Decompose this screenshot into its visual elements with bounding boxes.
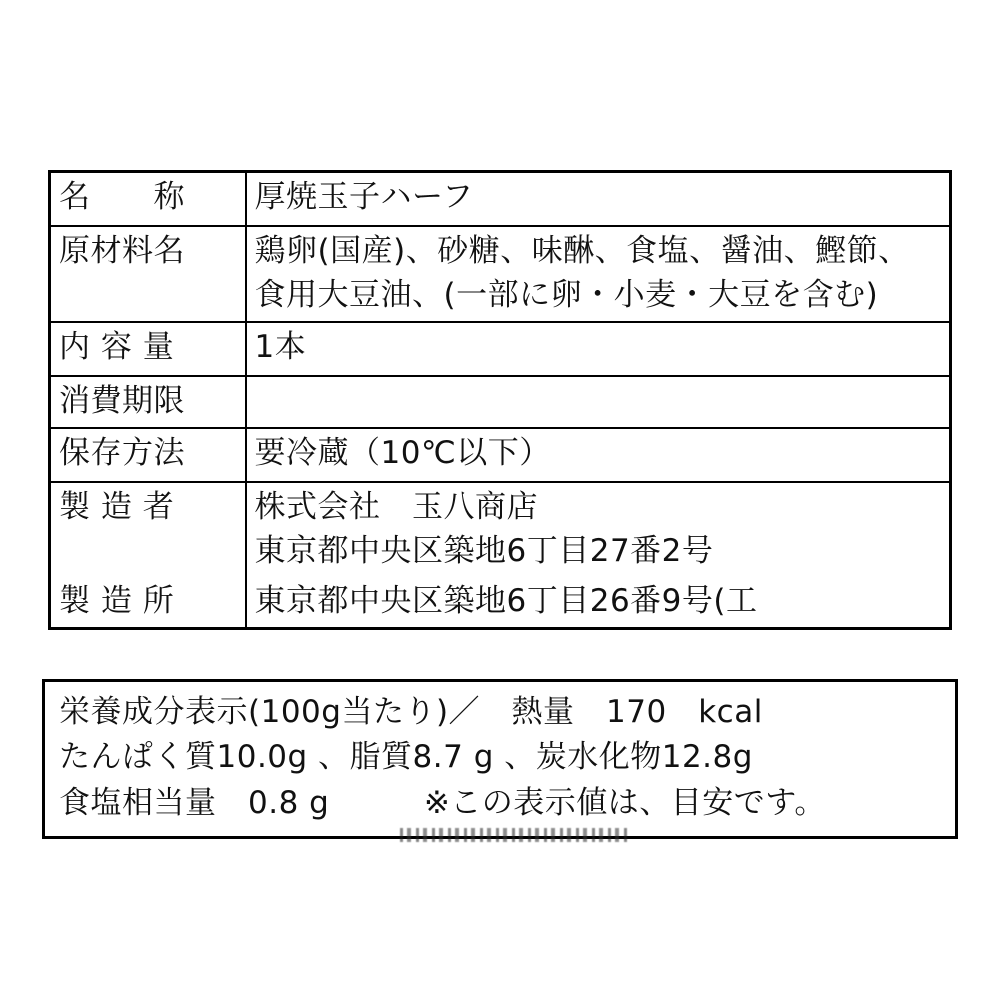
manufacturer-address: 東京都中央区築地6丁目27番2号 bbox=[254, 533, 714, 570]
table-row-quantity bbox=[50, 322, 951, 376]
product-spec-table bbox=[48, 170, 952, 630]
nutrition-line-salt: 食塩相当量 0.8 g ※この表示値は、目安です。 bbox=[59, 784, 826, 821]
print-smudge-artifact bbox=[400, 828, 630, 842]
table-row-storage bbox=[50, 428, 951, 482]
row-label-name: 名 称 bbox=[50, 172, 246, 227]
manufacturer-company: 株式会社 玉八商店 bbox=[254, 489, 538, 526]
row-value-quantity: 1本 bbox=[246, 322, 951, 376]
row-value-ingredients: 鶏卵(国産)、砂糖、味醂、食塩、醤油、鰹節、食用大豆油、(一部に卵・小麦・大豆を含む) bbox=[246, 226, 951, 322]
row-label-manufacturer: 製 造 者 bbox=[50, 482, 246, 577]
row-label-ingredients: 原材料名 bbox=[50, 226, 246, 322]
row-value-manufacturer bbox=[246, 482, 951, 577]
nutrition-line-energy: 栄養成分表示(100g当たり)／ 熱量 170 kcal bbox=[59, 694, 763, 730]
row-label-quantity: 内 容 量 bbox=[50, 322, 246, 376]
row-value-factory: 東京都中央区築地6丁目26番9号(工 bbox=[246, 577, 951, 629]
row-label-factory: 製 造 所 bbox=[50, 577, 246, 629]
row-value-expiry bbox=[246, 376, 951, 428]
nutrition-line-macros: たんぱく質10.0g 、脂質8.7 g 、炭水化物12.8g bbox=[59, 739, 753, 776]
row-label-storage: 保存方法 bbox=[50, 428, 246, 482]
row-value-storage: 要冷蔵（10℃以下） bbox=[246, 428, 951, 482]
table-row-factory bbox=[50, 577, 951, 629]
table-row-manufacturer bbox=[50, 482, 951, 577]
table-row-ingredients bbox=[50, 226, 951, 322]
row-value-name: 厚焼玉子ハーフ bbox=[246, 172, 951, 227]
table-row-expiry bbox=[50, 376, 951, 428]
nutrition-facts-box bbox=[42, 679, 958, 839]
row-label-expiry: 消費期限 bbox=[50, 376, 246, 428]
table-row-name bbox=[50, 172, 951, 227]
